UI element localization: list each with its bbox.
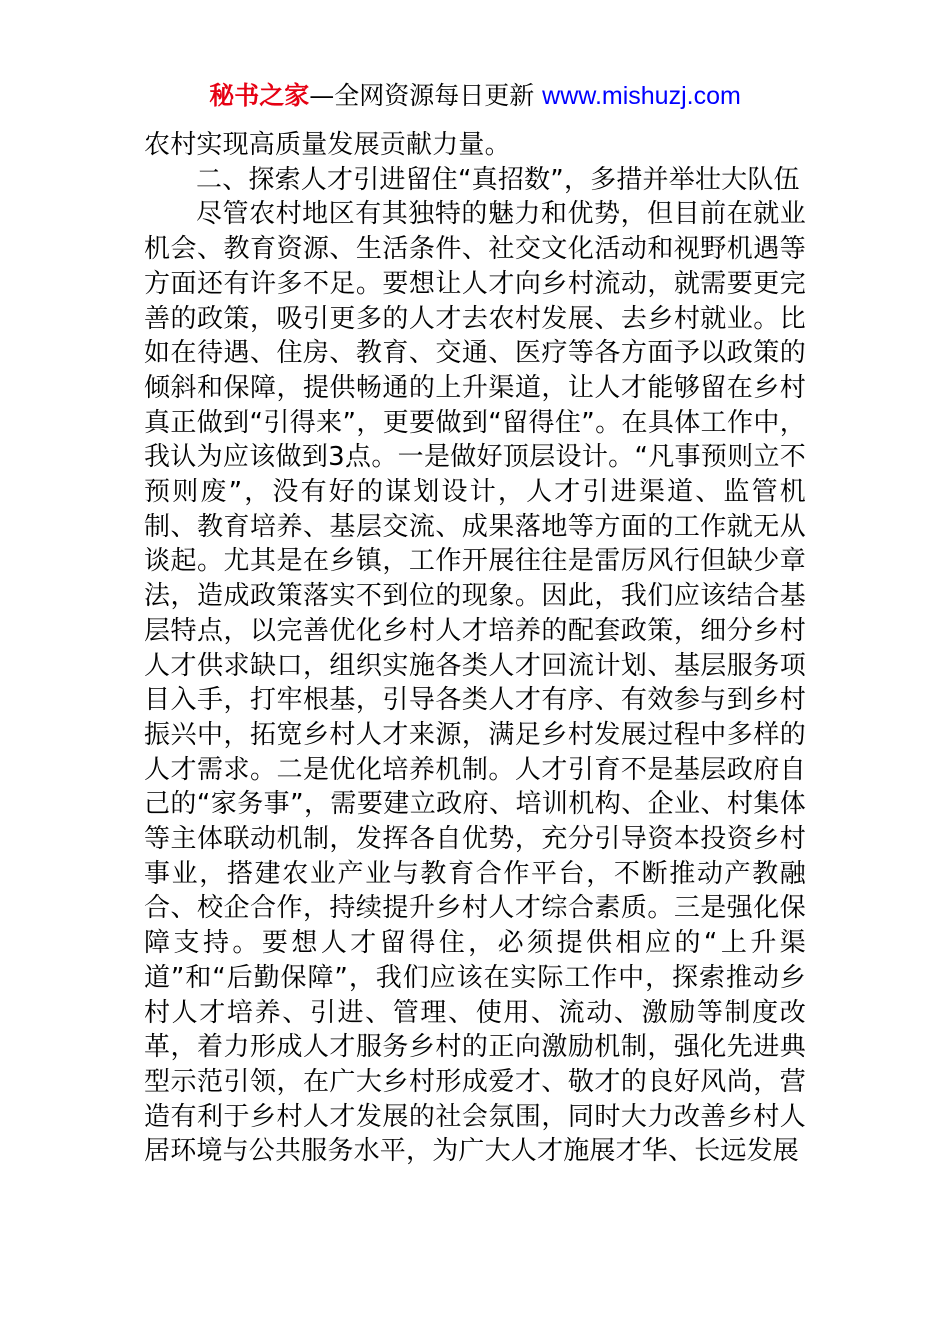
- body-paragraph: 尽管农村地区有其独特的魅力和优势，但目前在就业机会、教育资源、生活条件、社交文化活动和视野机遇等方面还有许多不足。要想让人才向乡村流动，就需要更完善的政策，吸引更多的人才去农村发展、去乡村就业。比如在待遇、住房、教育、交通、医疗等各方面予以政策的倾斜和保障，提供畅通的上升渠道，让人才能够留在乡村真正做到“引得来”，更要做到“留得住”。在具体工作中，我认为应该做到3点。一是做好顶层设计。“凡事预则立不预则废”，没有好的谋划设计，人才引进渠道、监管机制、教育培养、基层交流、成果落地等方面的工作就无从谈起。尤其是在乡镇，工作开展往往是雷厉风行但缺少章法，造成政策落实不到位的现象。因此，我们应该结合基层特点，以完善优化乡村人才培养的配套政策，细分乡村人才供求缺口，组织实施各类人才回流计划、基层服务项目入手，打牢根基，引导各类人才有序、有效参与到乡村振兴中，拓宽乡村人才来源，满足乡村发展过程中多样的人才需求。二是优化培养机制。人才引育不是基层政府自己的“家务事”，需要建立政府、培训机构、企业、村集体等主体联动机制，发挥各自优势，充分引导资本投资乡村事业，搭建农业产业与教育合作平台，不断推动产教融合、校企合作，持续提升乡村人才综合素质。三是强化保障支持。要想人才留得住，必须提供相应的“上升渠道”和“后勤保障”，我们应该在实际工作中，探索推动乡村人才培养、引进、管理、使用、流动、激励等制度改革，着力形成人才服务乡村的正向激励机制，强化先进典型示范引领，在广大乡村形成爱才、敬才的良好风尚，营造有利于乡村人才发展的社会氛围，同时大力改善乡村人居环境与公共服务水平，为广大人才施展才华、长远发展: [144, 199, 806, 1167]
- document-body: [144, 128, 806, 1169]
- page-header: [0, 78, 950, 114]
- brand-name: 秘书之家: [209, 81, 310, 110]
- site-url[interactable]: www.mishuzj.com: [542, 82, 741, 110]
- section-heading: 二、探索人才引进留住“真招数”，多措并举壮大队伍: [196, 164, 800, 195]
- header-tagline: —全网资源每日更新: [309, 81, 543, 110]
- paragraph-continuation: 农村实现高质量发展贡献力量。: [144, 130, 511, 160]
